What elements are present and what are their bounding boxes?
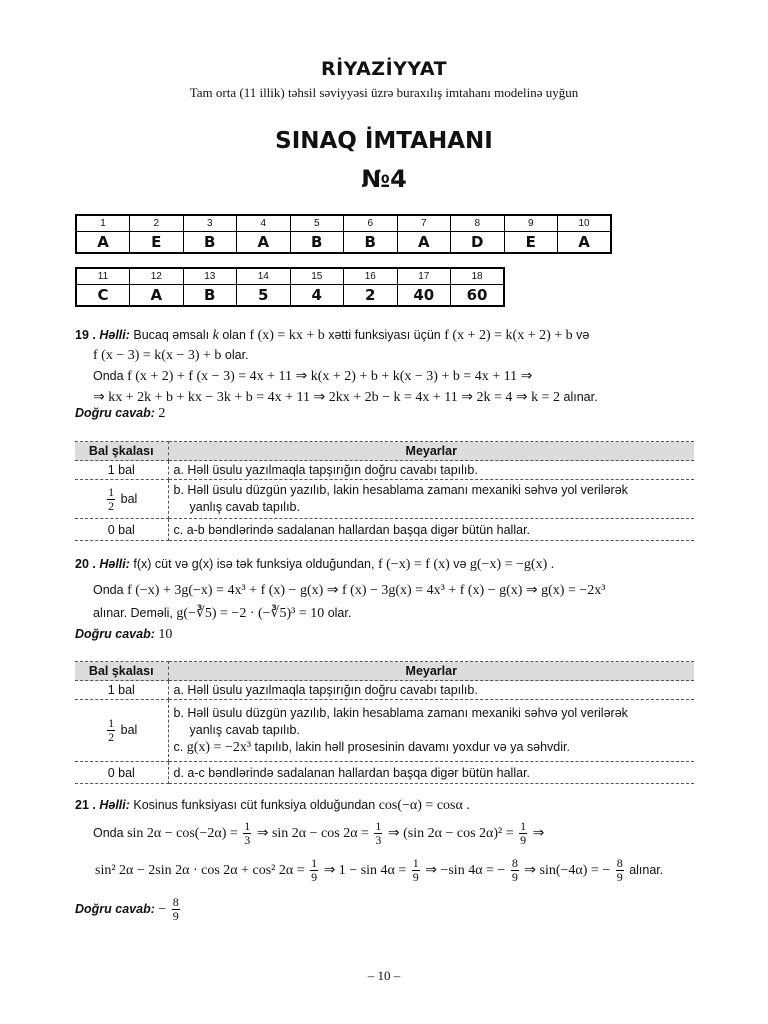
q19-formula: ⇒ kx + 2k + b + kx − 3k + b = 4x + 11 ⇒ 2kx + 2b − k = 4x + 11 ⇒ 2k = 4 ⇒ k = 2 — [93, 390, 561, 405]
q19-text: olan — [222, 328, 246, 342]
fraction: $\frac{8}{9}$ — [511, 856, 518, 884]
q19-number: 19 . — [75, 328, 96, 342]
answer-key-answer: 2 — [344, 284, 398, 306]
answer-key-answer: 5 — [237, 284, 291, 306]
answer-key-question-number: 10 — [558, 215, 612, 231]
half-fraction: $\frac{1}{2}$ — [108, 716, 115, 744]
answer-key-table-1 — [75, 214, 612, 254]
rubric-criterion: b. Həll üsulu düzgün yazılıb, lakin hesablama zamanı mexaniki səhvə yol verilərək yanlış cavab tapılıb. — [168, 480, 694, 519]
q20-solution-label: Həlli: — [99, 557, 130, 571]
answer-key-answer: B — [183, 284, 237, 306]
q20-text: f(x) cüt və g(x) isə tək funksiya olduğundan, — [133, 557, 375, 571]
answer-key-answer: 40 — [397, 284, 451, 306]
answer-key-question-number: 13 — [183, 268, 237, 284]
half-fraction: $\frac{1}{2}$ — [108, 484, 115, 513]
q19-text: olar. — [224, 348, 249, 362]
rubric-criterion: a. Həll üsulu yazılmaqla tapşırığın doğru cavabı tapılıb. — [168, 681, 694, 700]
answer-label: Doğru cavab: — [75, 627, 155, 641]
answer-key-answer: A — [76, 231, 130, 253]
q21-solution-label: Həlli: — [99, 798, 130, 812]
q19-formula: f (x + 2) + f (x − 3) = 4x + 11 ⇒ k(x + 2) + b + k(x − 3) + b = 4x + 11 ⇒ — [127, 369, 533, 384]
answer-key-answer: A — [130, 284, 184, 306]
q21-formula: ⇒ sin 2α − cos 2α = — [256, 825, 369, 841]
answer-fraction: $\frac{8}{9}$ — [172, 895, 179, 923]
q19-text: alınar. — [563, 390, 598, 404]
answer-key-question-number: 4 — [237, 215, 291, 231]
rubric-score: 0 bal — [75, 519, 168, 541]
rubric-score-half: $\frac{1}{2}$ bal — [75, 700, 168, 762]
q21-formula: ⇒ sin(−4α) = − — [524, 862, 611, 878]
answer-key-question-number: 1 — [76, 215, 130, 231]
rubric-score: 0 bal — [75, 762, 168, 784]
page-number: – 10 – — [367, 968, 401, 983]
q19-text: və — [576, 328, 590, 342]
answer-key-question-number: 15 — [290, 268, 344, 284]
rubric-header-criteria: Meyarlar — [168, 442, 694, 461]
answer-key-question-number: 2 — [130, 215, 184, 231]
q20-line-2 — [93, 582, 605, 599]
q21-line-1 — [75, 798, 470, 814]
q20-text: alınar. Deməli, — [93, 606, 173, 620]
rubric-score-half: $\frac{1}{2}$ bal — [75, 480, 168, 519]
exam-number: №4 — [361, 165, 407, 193]
q20-number: 20 . — [75, 557, 96, 571]
fraction: $\frac{1}{9}$ — [311, 856, 318, 884]
q21-line-2 — [93, 820, 544, 847]
q20-formula: g(−x) = −g(x) . — [469, 557, 555, 572]
answer-value: 2 — [158, 406, 166, 421]
q21-formula: ⇒ (sin 2α − cos 2α)² = — [387, 825, 514, 841]
answer-key-question-number: 6 — [344, 215, 398, 231]
q19-line-1 — [75, 328, 589, 344]
answer-key-answer: B — [344, 231, 398, 253]
q21-formula: cos(−α) = cosα . — [378, 798, 470, 813]
fraction: $\frac{1}{9}$ — [412, 856, 419, 884]
q20-answer — [75, 627, 172, 643]
q21-line-3 — [95, 857, 663, 884]
q20-text: və — [453, 557, 467, 571]
q19-formula: f (x + 2) = k(x + 2) + b — [444, 328, 573, 343]
q19-text: Bucaq əmsalı — [133, 328, 210, 342]
answer-key-answer: 4 — [290, 284, 344, 306]
answer-key-table-2 — [75, 267, 505, 307]
q21-text: alınar. — [629, 862, 664, 877]
answer-key-question-number: 16 — [344, 268, 398, 284]
q21-text: Onda — [93, 825, 124, 840]
q21-formula: ⇒ — [532, 825, 545, 841]
rubric-table-2 — [75, 661, 694, 784]
rubric-criterion: d. a-c bəndlərində sadalanan hallardan başqa digər bütün hallar. — [168, 762, 694, 784]
rubric-header-score: Bal şkalası — [75, 662, 168, 681]
answer-minus: − — [158, 901, 167, 917]
rubric-criterion: b. Həll üsulu düzgün yazılıb, lakin hesablama zamanı mexaniki səhvə yol verilərək yanlış cavab tapılıb. c. g(x) = −2x³ tapılıb, lakin həll prosesinin davamı yoxdur və ya səhvdir. — [168, 700, 694, 762]
q19-var-k: k — [212, 328, 219, 343]
answer-key-question-number: 17 — [397, 268, 451, 284]
fraction: $\frac{1}{9}$ — [520, 819, 527, 847]
exam-title: SINAQ İMTAHANI — [275, 128, 493, 154]
q19-formula: f (x) = kx + b — [249, 328, 325, 343]
rubric-table-1 — [75, 441, 694, 541]
rubric-criterion: a. Həll üsulu yazılmaqla tapşırığın doğru cavabı tapılıb. — [168, 461, 694, 480]
subtitle: Tam orta (11 illik) təhsil səviyyəsi üzrə buraxılış imtahanı modelinə uyğun — [189, 85, 579, 100]
q21-formula: sin 2α − cos(−2α) = — [127, 825, 238, 841]
rubric-header-score: Bal şkalası — [75, 442, 168, 461]
fraction: $\frac{8}{9}$ — [616, 856, 623, 884]
q20-formula: f (−x) + 3g(−x) = 4x³ + f (x) − g(x) ⇒ f (x) − 3g(x) = 4x³ + f (x) − g(x) ⇒ g(x) = −2x³ — [127, 583, 606, 598]
q19-text: xətti funksiyası üçün — [328, 328, 441, 342]
q19-line-2 — [93, 348, 249, 364]
answer-key-answer: A — [558, 231, 612, 253]
q19-text: Onda — [93, 369, 124, 383]
q20-text: olar. — [327, 606, 352, 620]
answer-label: Doğru cavab: — [75, 901, 155, 916]
answer-key-answer: B — [183, 231, 237, 253]
q20-line-3 — [93, 605, 351, 622]
q19-answer — [75, 406, 165, 422]
answer-key-question-number: 8 — [451, 215, 505, 231]
q20-text: Onda — [93, 583, 124, 597]
answer-key-answer: 60 — [451, 284, 505, 306]
answer-label: Doğru cavab: — [75, 406, 155, 420]
q21-formula: sin² 2α − 2sin 2α · cos 2α + cos² 2α = — [95, 862, 305, 878]
answer-key-answer: C — [76, 284, 130, 306]
fraction: $\frac{1}{3}$ — [375, 819, 382, 847]
answer-key-answer: A — [397, 231, 451, 253]
q19-line-3 — [93, 368, 532, 385]
q20-formula: f (−x) = f (x) — [377, 557, 450, 572]
subject-title: RİYAZİYYAT — [320, 58, 448, 80]
answer-key-answer: D — [451, 231, 505, 253]
q19-formula: f (x − 3) = k(x − 3) + b — [93, 348, 222, 363]
q20-line-1 — [75, 557, 554, 573]
q19-line-4 — [93, 389, 598, 406]
q21-answer — [75, 896, 182, 923]
rubric-header-criteria: Meyarlar — [168, 662, 694, 681]
answer-key-answer: A — [237, 231, 291, 253]
q21-number: 21 . — [75, 798, 96, 812]
answer-key-question-number: 11 — [76, 268, 130, 284]
rubric-score: 1 bal — [75, 681, 168, 700]
q21-formula: ⇒ 1 − sin 4α = — [323, 862, 407, 878]
answer-key-question-number: 14 — [237, 268, 291, 284]
answer-key-question-number: 7 — [397, 215, 451, 231]
answer-key-question-number: 9 — [504, 215, 558, 231]
answer-value: 10 — [158, 627, 173, 642]
q21-formula: ⇒ −sin 4α = − — [425, 862, 506, 878]
answer-key-question-number: 12 — [130, 268, 184, 284]
rubric-criterion: c. a-b bəndlərində sadalanan hallardan başqa digər bütün hallar. — [168, 519, 694, 541]
answer-key-question-number: 5 — [290, 215, 344, 231]
answer-key-question-number: 18 — [451, 268, 505, 284]
answer-key-answer: E — [130, 231, 184, 253]
fraction: $\frac{1}{3}$ — [244, 819, 251, 847]
q19-solution-label: Həlli: — [99, 328, 130, 342]
q21-text: Kosinus funksiyası cüt funksiya olduğundan — [133, 798, 376, 812]
q20-formula: g(−∛5) = −2 · (−∛5)³ = 10 — [176, 606, 325, 621]
rubric-score: 1 bal — [75, 461, 168, 480]
answer-key-question-number: 3 — [183, 215, 237, 231]
answer-key-answer: E — [504, 231, 558, 253]
answer-key-answer: B — [290, 231, 344, 253]
